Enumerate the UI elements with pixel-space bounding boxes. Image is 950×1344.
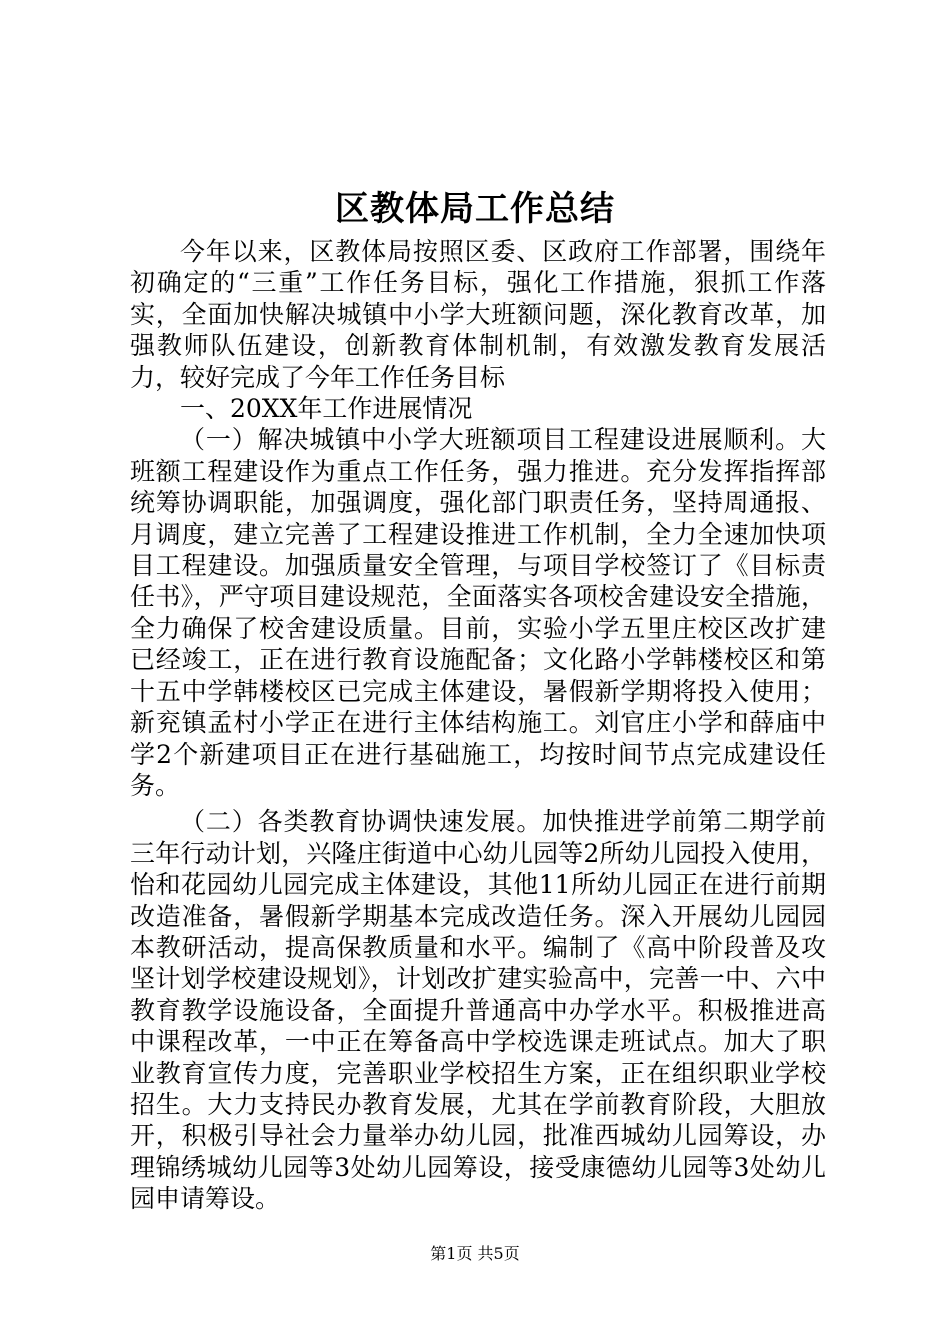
section-heading: 一、20XX年工作进展情况 — [180, 394, 473, 424]
paragraph-intro: 今年以来，区教体局按照区委、区政府工作部署，围绕年初确定的“三重”工作任务目标，强化工作措施，狠抓工作落实，全面加快解决城镇中小学大班额问题，深化教育改革，加强教师队伍建设，创新教育体制机制，有效激发教育发展活力，较好完成了今年工作任务目标 — [130, 237, 826, 392]
document-title: 区教体局工作总结 — [335, 189, 615, 229]
paragraph-section-2: （二）各类教育协调快速发展。加快推进学前第二期学前三年行动计划，兴隆庄街道中心幼儿园等2所幼儿园投入使用，怡和花园幼儿园完成主体建设，其他11所幼儿园正在进行前期改造准备，暑假新学期基本完成改造任务。深入开展幼儿园园本教研活动，提高保教质量和水平。编制了《高中阶段普及攻坚计划学校建设规划》，计划改扩建实验高中，完善一中、六中教育教学设施设备，全面提升普通高中办学水平。积极推进高中课程改革，一中正在筹备高中学校选课走班试点。加大了职业教育宣传力度，完善职业学校招生方案，正在组织职业学校招生。大力支持民办教育发展，尤其在学前教育阶段，大胆放开，积极引导社会力量举办幼儿园，批准西城幼儿园筹设，办理锦绣城幼儿园等3处幼儿园筹设，接受康德幼儿园等3处幼儿园申请筹设。 — [130, 807, 826, 1214]
document-body — [130, 236, 826, 1215]
page-number: 第1页 共5页 — [430, 1244, 520, 1263]
paragraph-section-1: （一）解决城镇中小学大班额项目工程建设进展顺利。大班额工程建设作为重点工作任务，强力推进。充分发挥指挥部统筹协调职能，加强调度，强化部门职责任务，坚持周通报、月调度，建立完善了工程建设推进工作机制，全力全速加快项目工程建设。加强质量安全管理，与项目学校签订了《目标责任书》，严守项目建设规范，全面落实各项校舍建设安全措施，全力确保了校舍建设质量。目前，实验小学五里庄校区改扩建已经竣工，正在进行教育设施配备；文化路小学韩楼校区和第十五中学韩楼校区已完成主体建设，暑假新学期将投入使用；新兖镇孟村小学正在进行主体结构施工。刘官庄小学和薛庙中学2个新建项目正在进行基础施工，均按时间节点完成建设任务。 — [130, 425, 826, 800]
